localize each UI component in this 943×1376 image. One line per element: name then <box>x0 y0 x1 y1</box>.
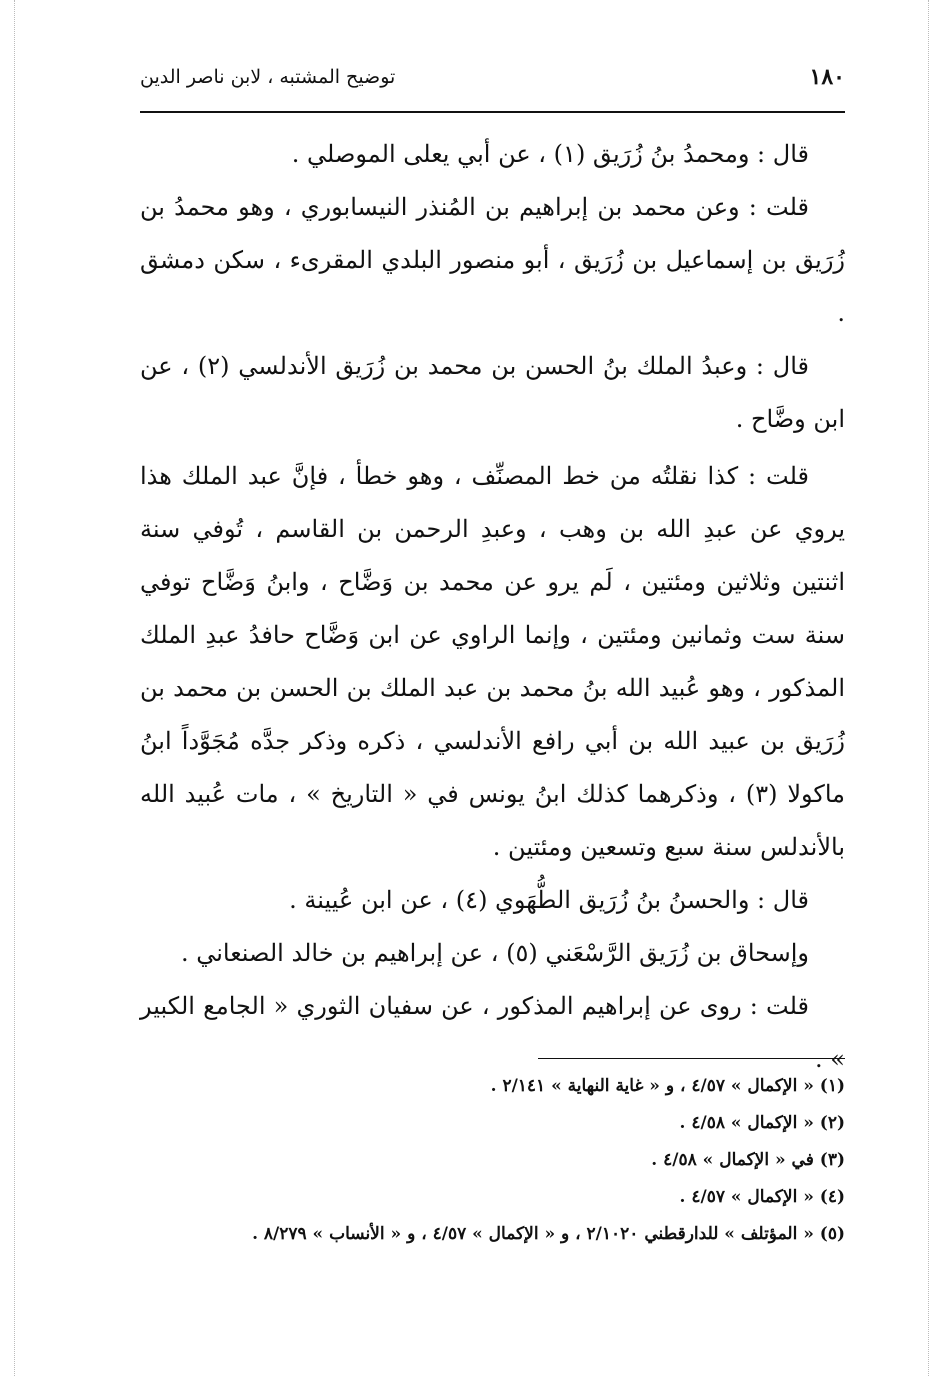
page-header <box>140 60 845 100</box>
footnotes <box>140 1068 845 1253</box>
paragraph-3: قال : وعبدُ الملك بنُ الحسن بن محمد بن زُرَيق الأندلسي (٢) ، عن ابن وضَّاح . <box>140 352 845 433</box>
paragraph-7: قلت : روى عن إبراهيم المذكور ، عن سفيان الثوري « الجامع الكبير » . <box>140 992 845 1073</box>
footnote-2: (٢) « الإكمال » ٤/٥٨ . <box>679 1113 845 1133</box>
footnote-3: (٣) في « الإكمال » ٤/٥٨ . <box>651 1150 845 1170</box>
footnote-rule <box>538 1058 845 1059</box>
header-rule <box>140 111 845 113</box>
paragraph-4: قلت : كذا نقلتُه من خط المصنِّف ، وهو خطأ ، فإنَّ عبد الملك هذا يروي عن عبدِ الله بن وهب ، وعبدِ الرحمن بن القاسم ، تُوفي سنة اثنتين وثلاثين ومئتين ، لَم يرو عن محمد بن وَضَّاح ، وابنُ وَضَّاح توفي سنة ست وثمانين ومئتين ، وإنما الراوي عن ابن وَضَّاح حافدُ عبدِ الملك المذكور ، وهو عُبيد الله بنُ محمد بن عبد الملك بن الحسن بن محمد بن زُرَيق بن عبيد الله بن أبي رافع الأندلسي ، ذكره وذكر جدَّه مُجَوَّداً ابنُ ماكولا (٣) ، وذكرهما كذلك ابنُ يونس في « التاريخ » ، مات عُبيد الله بالأندلس سنة سبع وتسعين ومئتين . <box>140 462 846 861</box>
footnote-5: (٥) « المؤتلف » للدارقطني ٢/١٠٢٠ ، و « الإكمال » ٤/٥٧ ، و « الأنساب » ٨/٢٧٩ . <box>252 1224 845 1244</box>
scan-edge-right <box>928 0 929 1376</box>
main-text <box>140 128 845 1086</box>
footnote-1: (١) « الإكمال » ٤/٥٧ ، و « غاية النهاية » ٢/١٤١ . <box>490 1076 845 1096</box>
paragraph-2: قلت : وعن محمد بن إبراهيم بن المُنذر النيسابوري ، وهو محمدُ بن زُرَيق بن إسماعيل بن زُرَيق ، أبو منصور البلدي المقرىء ، سكن دمشق . <box>140 193 845 327</box>
running-title: توضيح المشتبه ، لابن ناصر الدين <box>140 66 396 88</box>
footnote-4: (٤) « الإكمال » ٤/٥٧ . <box>679 1187 845 1207</box>
paragraph-5: قال : والحسنُ بنُ زُرَيق الطُّهَوي (٤) ، عن ابن عُيينة . <box>289 886 809 914</box>
page-number: ١٨٠ <box>809 64 845 90</box>
paragraph-6: وإسحاق بن زُرَيق الرَّسْعَني (٥) ، عن إبراهيم بن خالد الصنعاني . <box>180 939 809 967</box>
scan-edge-left <box>14 0 15 1376</box>
paragraph-1: قال : ومحمدُ بنُ زُرَيق (١) ، عن أبي يعلى الموصلي . <box>291 140 809 168</box>
